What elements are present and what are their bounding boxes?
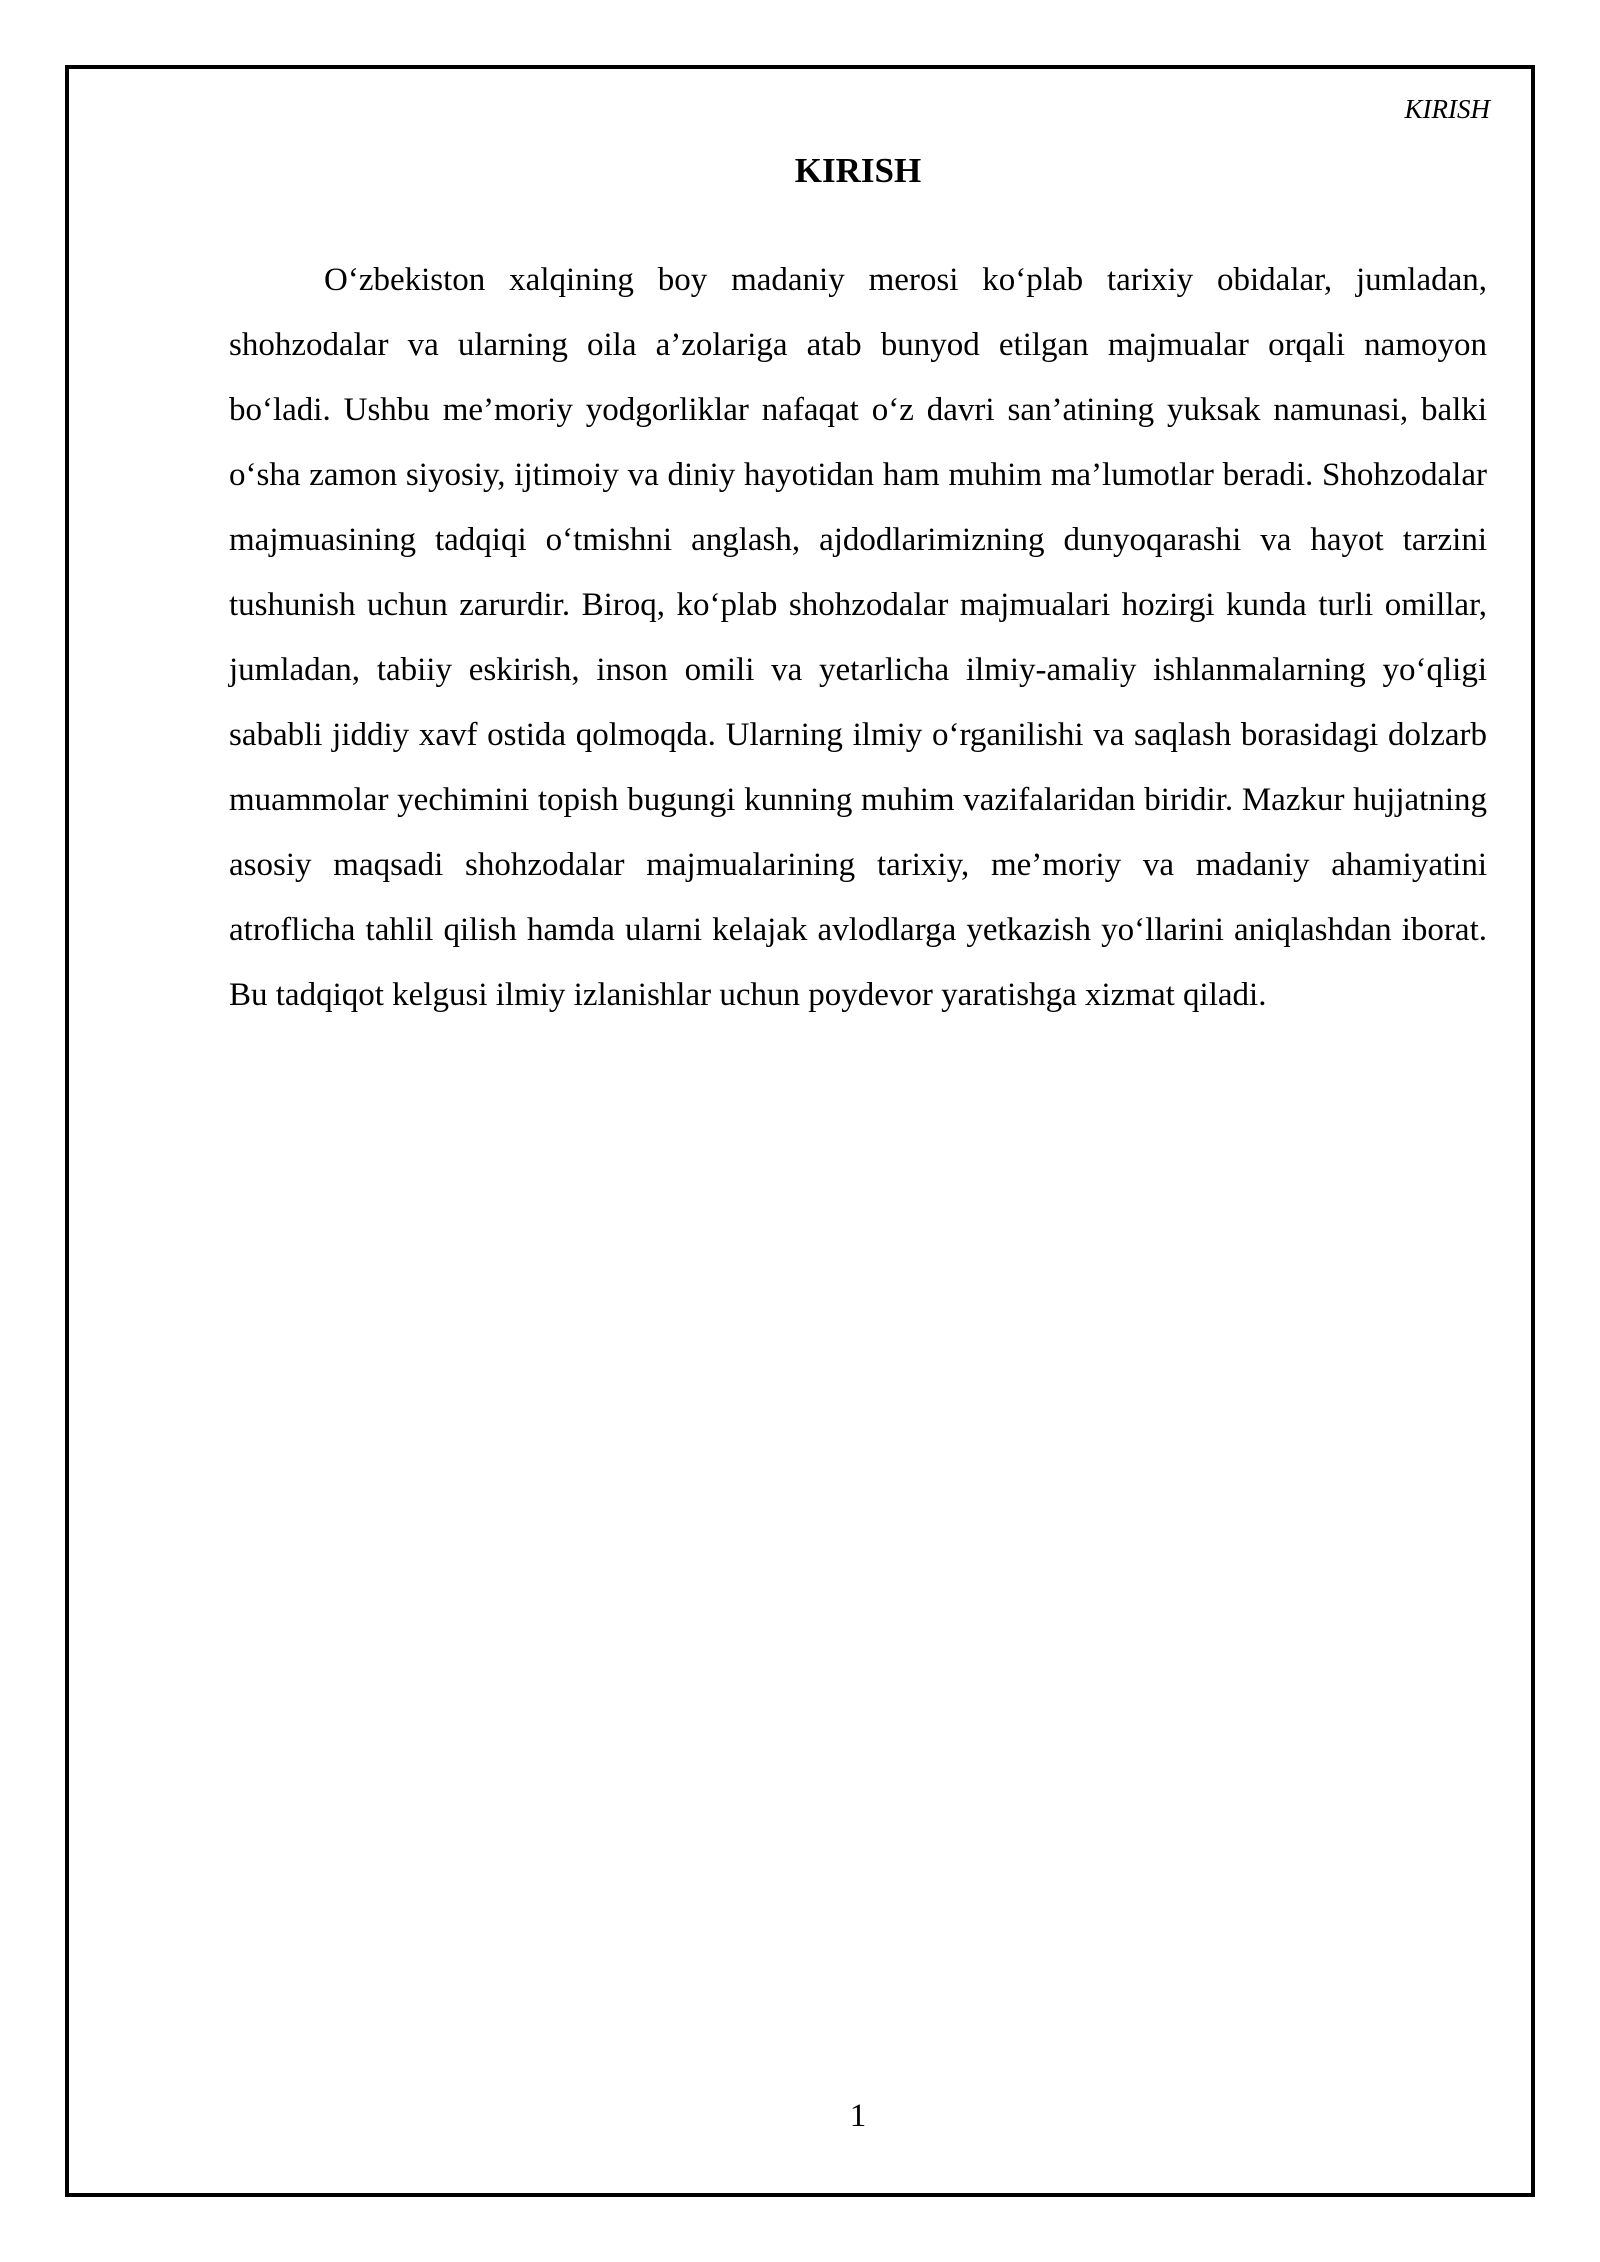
page-title: KIRISH (794, 151, 922, 190)
page-number: 1 (849, 2098, 867, 2134)
body-paragraph: O‘zbekiston xalqining boy madaniy merosi ko‘plab tarixiy obidalar, jumladan, shohzodalar va ularning oila a’zolariga atab bunyod etilgan majmualar orqali namoyon bo‘ladi. Ushbu me’moriy yodgorliklar nafaqat o‘z davri san’atining yuksak namunasi, balki o‘sha zamon siyosiy, ijtimoiy va diniy hayotidan ham muhim ma’lumotlar beradi. Shohzodalar majmuasining tadqiqi o‘tmishni anglash, ajdodlarimizning dunyoqarashi va hayot tarzini tushunish uchun zarurdir. Biroq, ko‘plab shohzodalar majmualari hozirgi kunda turli omillar, jumladan, tabiiy eskirish, inson omili va yetarlicha ilmiy-amaliy ishlanmalarning yo‘qligi sababli jiddiy xavf ostida qolmoqda. Ularning ilmiy o‘rganilishi va saqlash borasidagi dolzarb muammolar yechimini topish bugungi kunning muhim vazifalaridan biridir. Mazkur hujjatning asosiy maqsadi shohzodalar majmualarining tarixiy, me’moriy va madaniy ahamiyatini atroflicha tahlil qilish hamda ularni kelajak avlodlarga yetkazish yo‘llarini aniqlashdan iborat. Bu tadqiqot kelgusi ilmiy izlanishlar uchun poydevor yaratishga xizmat qiladi. (229, 262, 1487, 1013)
running-header: KIRISH (1404, 94, 1490, 124)
